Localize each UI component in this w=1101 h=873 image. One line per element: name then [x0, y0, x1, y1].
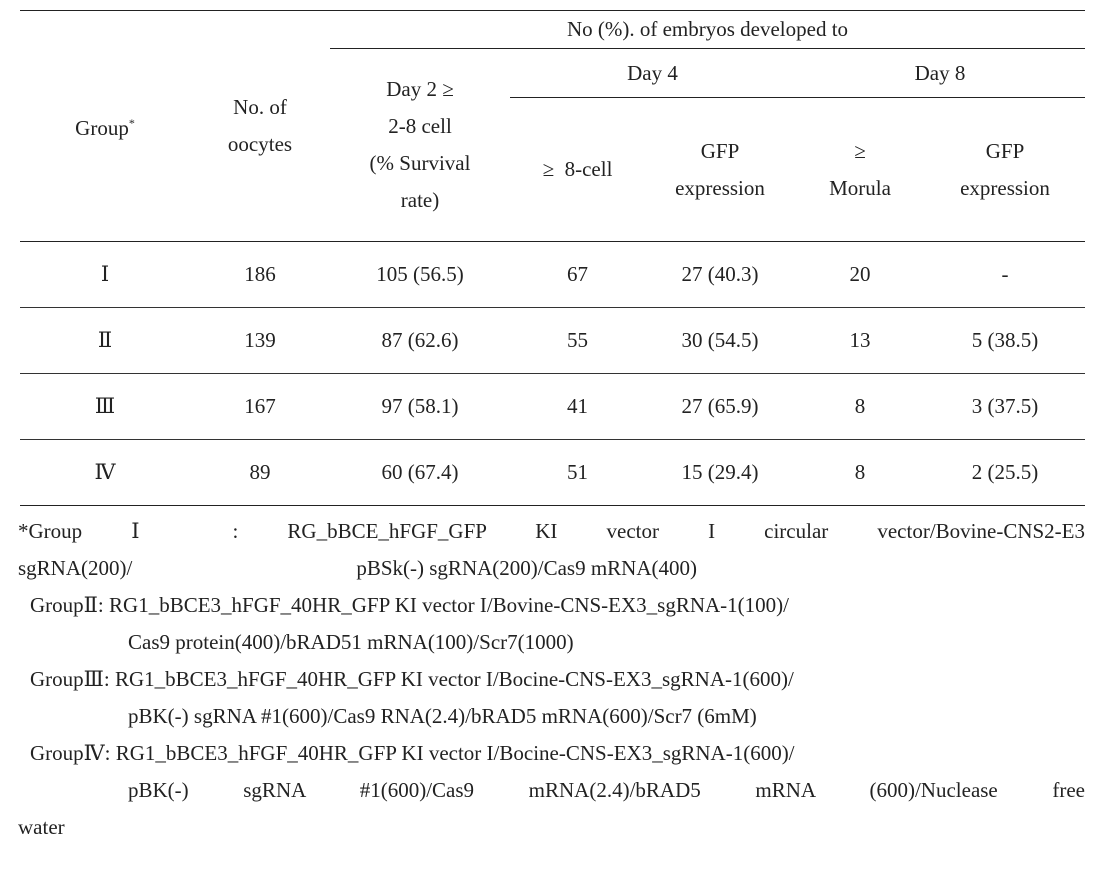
- cell-oocytes: 167: [190, 374, 330, 440]
- cell-day2: 87 (62.6): [330, 308, 510, 374]
- cell-gfp-day4: 27 (65.9): [645, 374, 795, 440]
- header-morula: ≥ Morula: [795, 98, 925, 242]
- cell-gfp-day8: 3 (37.5): [925, 374, 1085, 440]
- cell-gfp-day4: 30 (54.5): [645, 308, 795, 374]
- cell-oocytes: 89: [190, 440, 330, 506]
- cell-8cell: 55: [510, 308, 645, 374]
- cell-oocytes: 186: [190, 242, 330, 308]
- table-row: [20, 440, 1085, 506]
- header-gfp-day4: GFP expression: [645, 98, 795, 242]
- cell-8cell: 67: [510, 242, 645, 308]
- cell-day2: 105 (56.5): [330, 242, 510, 308]
- cell-morula: 13: [795, 308, 925, 374]
- header-8cell: ≥ 8-cell: [510, 98, 645, 242]
- embryo-development-table: [20, 10, 1085, 506]
- cell-group: Ⅳ: [20, 440, 190, 506]
- header-oocytes: No. of oocytes: [190, 11, 330, 242]
- cell-group: Ⅱ: [20, 308, 190, 374]
- footnote-line: GroupⅢ: RG1_bBCE3_hFGF_40HR_GFP KI vector I/Bocine-CNS-EX3_sgRNA-1(600)/: [30, 667, 794, 691]
- cell-8cell: 41: [510, 374, 645, 440]
- cell-gfp-day4: 15 (29.4): [645, 440, 795, 506]
- table-row: [20, 374, 1085, 440]
- footnote-line: sgRNA(200)/ pBSk(-) sgRNA(200)/Cas9 mRNA(400): [18, 556, 697, 580]
- cell-day2: 60 (67.4): [330, 440, 510, 506]
- footnote-line: GroupⅣ: RG1_bBCE3_hFGF_40HR_GFP KI vector I/Bocine-CNS-EX3_sgRNA-1(600)/: [30, 741, 795, 765]
- header-day4: Day 4: [510, 49, 795, 98]
- footnotes: [18, 513, 1085, 846]
- header-gfp-day8: GFP expression: [925, 98, 1085, 242]
- cell-8cell: 51: [510, 440, 645, 506]
- cell-morula: 20: [795, 242, 925, 308]
- cell-gfp-day8: 5 (38.5): [925, 308, 1085, 374]
- cell-morula: 8: [795, 374, 925, 440]
- cell-gfp-day4: 27 (40.3): [645, 242, 795, 308]
- cell-morula: 8: [795, 440, 925, 506]
- cell-group: Ⅰ: [20, 242, 190, 308]
- footnote-line: GroupⅡ: RG1_bBCE3_hFGF_40HR_GFP KI vector I/Bovine-CNS-EX3_sgRNA-1(100)/: [30, 593, 789, 617]
- cell-day2: 97 (58.1): [330, 374, 510, 440]
- footnote-line: pBK(-) sgRNA #1(600)/Cas9 mRNA(2.4)/bRAD5 mRNA (600)/Nuclease free: [128, 778, 1085, 802]
- cell-gfp-day8: -: [925, 242, 1085, 308]
- footnote-line: pBK(-) sgRNA #1(600)/Cas9 RNA(2.4)/bRAD5 mRNA(600)/Scr7 (6mM): [128, 704, 757, 728]
- table-row: [20, 242, 1085, 308]
- cell-group: Ⅲ: [20, 374, 190, 440]
- header-span-title: No (%). of embryos developed to: [330, 11, 1085, 49]
- footnote-line: *Group Ⅰ : RG_bBCE_hFGF_GFP KI vector I circular vector/Bovine-CNS2-E3: [18, 519, 1085, 543]
- header-day8: Day 8: [795, 49, 1085, 98]
- table-row: [20, 308, 1085, 374]
- cell-gfp-day8: 2 (25.5): [925, 440, 1085, 506]
- footnote-line: water: [18, 815, 65, 839]
- header-group: Group*: [20, 11, 190, 242]
- cell-oocytes: 139: [190, 308, 330, 374]
- footnote-line: Cas9 protein(400)/bRAD51 mRNA(100)/Scr7(1000): [128, 630, 574, 654]
- header-day2: Day 2 ≥ 2-8 cell (% Survival rate): [330, 49, 510, 242]
